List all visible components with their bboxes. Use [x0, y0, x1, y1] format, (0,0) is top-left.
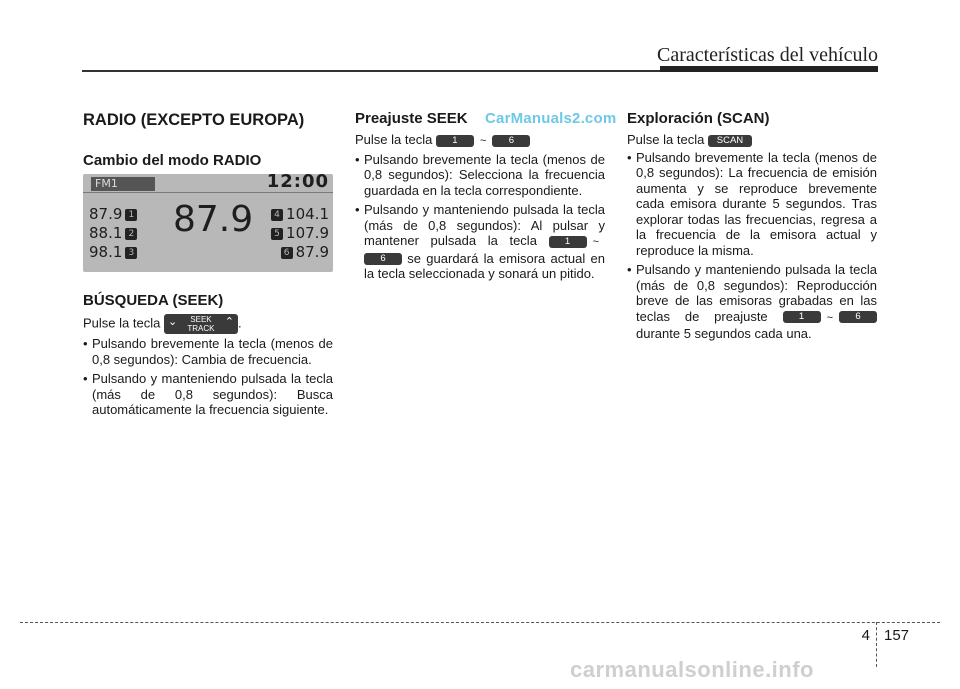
preset-key-6: 6	[364, 253, 402, 265]
display-band: FM1	[91, 177, 155, 191]
preset-key-1: 1	[783, 311, 821, 323]
preset-intro-line	[355, 132, 605, 150]
list-item: • Pulsando brevemente la tecla (menos de 0,8 segundos): Cambia de frecuencia.	[83, 336, 333, 367]
seek-intro-end: .	[237, 315, 242, 331]
chapter-number: 4	[861, 627, 870, 644]
header-rule	[82, 70, 660, 72]
header-title: Características del vehículo	[656, 44, 878, 66]
scan-heading: Exploración (SCAN)	[627, 110, 770, 127]
display-divider	[83, 192, 333, 193]
tilde: ~	[479, 135, 487, 147]
preset-freq: 88.1	[89, 224, 123, 242]
preset-intro: Pulse la tecla	[355, 132, 433, 147]
preset-key-6: 6	[492, 135, 530, 147]
preset-list	[355, 152, 605, 282]
chevron-up-icon: ⌃	[224, 316, 234, 328]
footer-rule	[20, 622, 940, 623]
radio-display-image	[83, 174, 333, 272]
preset-freq: 98.1	[89, 243, 123, 261]
preset-key-6: 6	[839, 311, 877, 323]
seek-intro-line	[83, 314, 333, 334]
scan-intro-line	[627, 132, 877, 148]
page-number: 157	[884, 627, 910, 644]
display-preset	[89, 245, 140, 261]
preset-seek-heading: Preajuste SEEK	[355, 110, 468, 127]
display-preset	[278, 245, 329, 261]
preset-num: 4	[271, 209, 283, 221]
seek-track-key	[164, 314, 238, 334]
display-clock: 12:00	[266, 174, 329, 192]
preset-freq: 104.1	[286, 205, 329, 223]
seek-key-label: SEEK TRACK	[187, 315, 215, 333]
preset-num: 1	[125, 209, 137, 221]
preset-key-1: 1	[436, 135, 474, 147]
column-radio	[83, 110, 333, 422]
scan-intro: Pulse la tecla	[627, 132, 705, 147]
display-preset	[268, 226, 329, 242]
watermark-logo: CarManuals2.com	[485, 110, 617, 127]
seek-intro: Pulse la tecla	[83, 315, 161, 331]
display-preset	[89, 226, 140, 242]
mode-heading: Cambio del modo RADIO	[83, 152, 262, 169]
list-item: • Pulsando y manteniendo pulsada la tecla (más de 0,8 segundos): Reproducción breve de las emisoras grabadas en las teclas de preajuste 1 ~ 6 durante 5 segundos cada una.	[627, 262, 877, 342]
preset-freq: 87.9	[295, 243, 329, 261]
list-item: • Pulsando y manteniendo pulsada la tecla (más de 0,8 segundos): Al pulsar y mantener pulsada la tecla 1 ~ 6 se guardará la emisora actual en la tecla seleccionada y sonará un pitido.	[355, 202, 605, 282]
list-item: • Pulsando brevemente la tecla (menos de 0,8 segundos): La frecuencia de emisión aumenta y se reproduce brevemente cada emisora durante 5 segundos. Tras explorar todas las frecuencias, regresa a la frecuencia de la emisora actual y reproduce la misma.	[627, 150, 877, 259]
section-title: RADIO (EXCEPTO EUROPA)	[83, 111, 305, 129]
preset-num: 6	[281, 247, 293, 259]
site-watermark: carmanualsonline.info	[570, 657, 814, 682]
list-item: • Pulsando brevemente la tecla (menos de 0,8 segundos): Selecciona la frecuencia guardada en la tecla correspondiente.	[355, 152, 605, 199]
preset-num: 3	[125, 247, 137, 259]
display-frequency: 87.9	[173, 199, 254, 240]
display-preset	[89, 207, 140, 223]
preset-num: 2	[125, 228, 137, 240]
preset-freq: 107.9	[286, 224, 329, 242]
chevron-down-icon: ⌄	[167, 316, 178, 328]
preset-freq: 87.9	[89, 205, 123, 223]
preset-key-1: 1	[549, 236, 587, 248]
page-divider	[876, 622, 877, 667]
preset-num: 5	[271, 228, 283, 240]
list-item: • Pulsando y manteniendo pulsada la tecla (más de 0,8 segundos): Busca automáticamente la frecuencia siguiente.	[83, 371, 333, 418]
display-preset	[268, 207, 329, 223]
seek-list	[83, 336, 333, 418]
column-preset-seek	[355, 110, 605, 286]
column-scan	[627, 110, 877, 346]
seek-heading: BÚSQUEDA (SEEK)	[83, 292, 224, 309]
scan-list	[627, 150, 877, 342]
header-rule-accent	[660, 66, 878, 72]
scan-key: SCAN	[708, 135, 752, 147]
